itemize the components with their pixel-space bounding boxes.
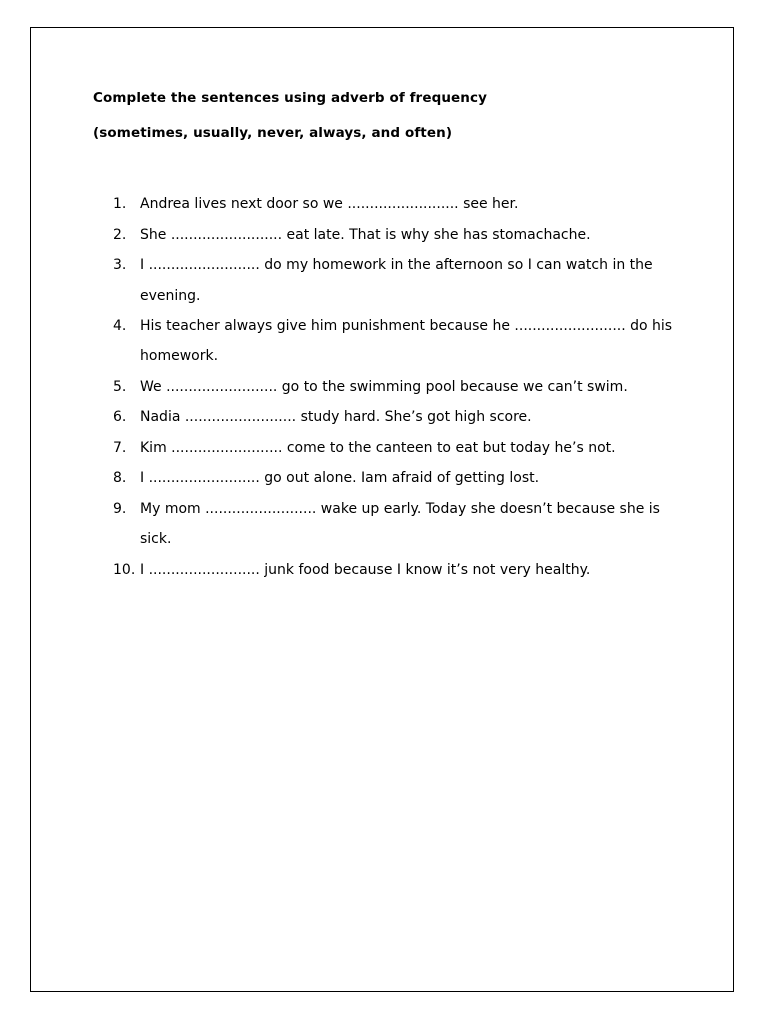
item-number: 3. <box>113 257 127 273</box>
instruction-heading: Complete the sentences using adverb of frequency <box>93 90 488 106</box>
item-number: 9. <box>113 501 127 517</box>
instruction-word-bank: (sometimes, usually, never, always, and often) <box>93 125 453 141</box>
item-sentence: My mom ......................... wake up early. Today she doesn’t because she is <box>140 501 660 517</box>
item-sentence: We ......................... go to the swimming pool because we can’t swim. <box>140 379 628 395</box>
item-number: 10. <box>113 562 136 578</box>
item-number: 8. <box>113 470 127 486</box>
item-sentence: She ......................... eat late. That is why she has stomachache. <box>140 227 591 243</box>
item-sentence: I ......................... do my homework in the afternoon so I can watch in the <box>140 257 653 273</box>
item-sentence-continued: evening. <box>140 288 201 304</box>
item-sentence: Andrea lives next door so we ......................... see her. <box>140 196 519 212</box>
item-sentence: I ......................... go out alone. Iam afraid of getting lost. <box>140 470 540 486</box>
item-number: 4. <box>113 318 127 334</box>
item-number: 7. <box>113 440 127 456</box>
item-sentence: I ......................... junk food because I know it’s not very healthy. <box>140 562 591 578</box>
item-number: 2. <box>113 227 127 243</box>
item-sentence-continued: homework. <box>140 348 219 364</box>
item-number: 5. <box>113 379 127 395</box>
item-sentence-continued: sick. <box>140 531 172 547</box>
item-sentence: His teacher always give him punishment because he ......................... do his <box>140 318 673 334</box>
item-sentence: Kim ......................... come to the canteen to eat but today he’s not. <box>140 440 616 456</box>
item-sentence: Nadia ......................... study hard. She’s got high score. <box>140 409 532 425</box>
item-number: 6. <box>113 409 127 425</box>
item-number: 1. <box>113 196 127 212</box>
